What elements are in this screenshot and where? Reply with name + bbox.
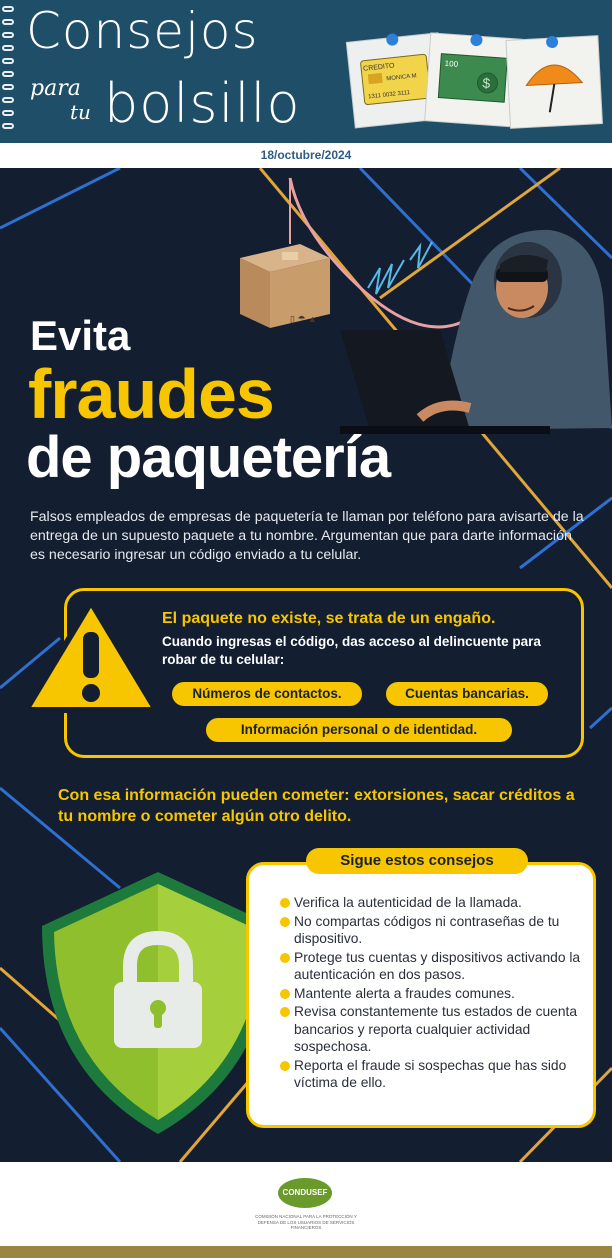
series-title-tu: tu [70, 100, 91, 124]
tips-title: Sigue estos consejos [306, 848, 528, 874]
headline-evita: Evita [30, 312, 131, 359]
condusef-logo-subtitle: COMISIÓN NACIONAL PARA LA PROTECCIÓN Y DEFENSA DE LOS USUARIOS DE SERVICIOS FINANCIEROS [255, 1214, 357, 1230]
package-box-icon [240, 244, 330, 328]
hacker-icon [440, 230, 612, 430]
footer [0, 1162, 612, 1258]
warning-subtitle: Cuando ingresas el código, das acceso al delincuente para robar de tu celular: [162, 634, 541, 667]
consequence-text: Con esa información pueden cometer: extorsiones, sacar créditos a tu nombre o cometer algún otro delito. [58, 787, 575, 825]
tips-list [280, 894, 586, 1093]
series-title-bolsillo: bolsillo [104, 72, 301, 135]
list-item: No compartas códigos ni contraseñas de tu dispositivo. [280, 913, 586, 948]
list-item: Revisa constantemente tus estados de cuenta bancarios y reporta cualquier actividad sospechosa. [280, 1003, 586, 1056]
stolen-data-pill: Información personal o de identidad. [206, 718, 512, 742]
stolen-data-pill: Números de contactos. [172, 682, 362, 706]
bullet-dot-icon [280, 1061, 290, 1071]
bullet-dot-icon [280, 953, 290, 963]
list-item: Protege tus cuentas y dispositivos activando la autenticación en dos pasos. [280, 949, 586, 984]
header-banner [0, 0, 612, 140]
svg-text:100: 100 [444, 58, 459, 69]
list-item: Reporta el fraude si sospechas que has sido víctima de ello. [280, 1057, 586, 1092]
svg-text:▯ ☂ ▲: ▯ ☂ ▲ [290, 314, 317, 324]
bullet-dot-icon [280, 898, 290, 908]
svg-text:$: $ [481, 74, 491, 92]
series-title-para: para [30, 76, 81, 101]
stolen-data-pill: Cuentas bancarias. [386, 682, 548, 706]
list-item: Mantente alerta a fraudes comunes. [280, 985, 586, 1003]
intro-paragraph: Falsos empleados de empresas de paquetería te llaman por teléfono para avisarte de la entrega de un supuesto paquete a tu nombre. Argumentan que para darte información es necesario ingresar un código enviado a tu celular. [30, 509, 584, 563]
main-panel [0, 168, 612, 1162]
warning-icon [22, 598, 160, 716]
date-strip [0, 140, 612, 168]
publication-date: 18/octubre/2024 [260, 148, 352, 162]
headline-fraudes: fraudes [28, 355, 274, 433]
svg-text:1311 0032 3111: 1311 0032 3111 [367, 90, 411, 101]
notebook-spiral [2, 6, 16, 138]
warning-title: El paquete no existe, se trata de un engaño. [162, 610, 496, 627]
list-item: Verifica la autenticidad de la llamada. [280, 894, 586, 912]
svg-text:CREDITO: CREDITO [362, 62, 395, 73]
condusef-logo: CONDUSEF [278, 1178, 332, 1208]
svg-text:MONICA M: MONICA M [386, 73, 417, 83]
series-title-consejos: Consejos [26, 2, 259, 60]
footer-bar [0, 1246, 612, 1258]
bullet-dot-icon [280, 917, 290, 927]
shield-icon [38, 868, 278, 1138]
credit-card-icon [360, 54, 430, 105]
pinned-notes-illustration [340, 0, 612, 140]
bullet-dot-icon [280, 1007, 290, 1017]
headline-de-paqueteria: de paquetería [26, 425, 391, 490]
bullet-dot-icon [280, 989, 290, 999]
dollar-bill-icon [438, 54, 507, 102]
